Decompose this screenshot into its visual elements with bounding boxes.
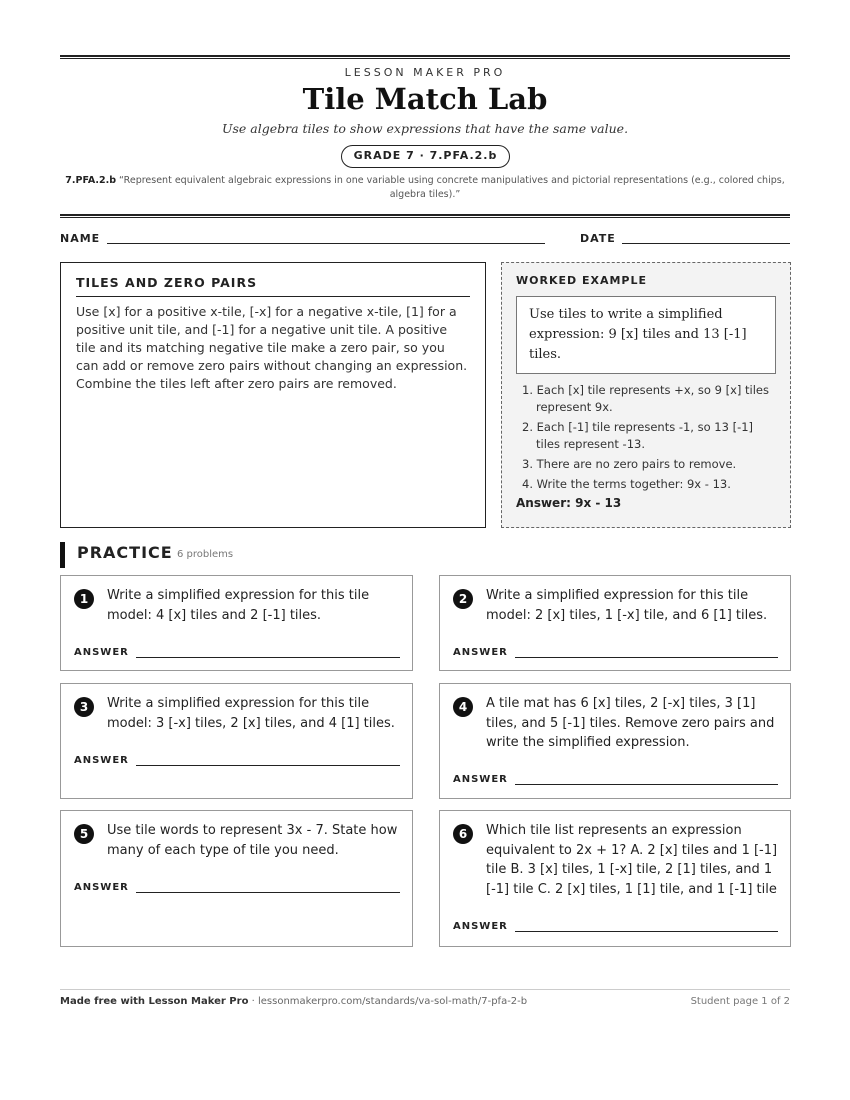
answer-line[interactable] (515, 931, 778, 932)
problem-card-2 (439, 575, 791, 671)
answer-line[interactable] (515, 657, 778, 658)
practice-accent-bar (60, 542, 65, 568)
answer-label: ANSWER (453, 774, 508, 785)
worked-example-step: 2. Each [-1] tile represents -1, so 13 [-1] tiles represent -13. (522, 420, 754, 451)
tiles-box-body: Use [x] for a positive x-tile, [-x] for a negative x-tile, [1] for a positive unit tile, and [-1] for a negative unit tile. A positive tile and its matching negative tile make a zero pair, so you can add or remove zero pairs without changing an expression. Combine the tiles left after zero pairs are removed. (76, 304, 468, 391)
name-label: NAME (60, 232, 101, 245)
footer-credit (60, 996, 527, 1007)
worked-example-steps (516, 382, 776, 493)
student-fields (60, 232, 790, 246)
answer-row (74, 755, 400, 769)
problem-text: Write a simplified expression for this tile model: 3 [-x] tiles, 2 [x] tiles, and 4 [1] tiles. (107, 696, 395, 731)
page-subtitle: Use algebra tiles to show expressions that have the same value. (221, 121, 629, 136)
problem-card-6 (439, 810, 791, 947)
header-top-rule (60, 55, 790, 59)
answer-row (74, 647, 400, 661)
answer-line[interactable] (136, 765, 400, 766)
worked-example-heading: WORKED EXAMPLE (516, 274, 647, 287)
answer-line[interactable] (515, 784, 778, 785)
problem-text: Use tile words to represent 3x - 7. State how many of each type of tile you need. (107, 823, 398, 858)
answer-row (453, 921, 778, 935)
problem-number-badge: 4 (453, 697, 473, 717)
problem-text: A tile mat has 6 [x] tiles, 2 [-x] tiles, 3 [1] tiles, and 5 [-1] tiles. Remove zero pairs and write the simplified expression. (486, 696, 775, 750)
practice-count: 6 problems (177, 549, 234, 560)
footer-made-with: Made free with Lesson Maker Pro (60, 996, 249, 1007)
problem-text: Write a simplified expression for this tile model: 2 [x] tiles, 1 [-x] tile, and 6 [1] tiles. (486, 588, 768, 623)
answer-label: ANSWER (74, 882, 129, 893)
footer-rule (60, 989, 790, 990)
tiles-zero-pairs-box (60, 262, 486, 528)
problem-text: Write a simplified expression for this tile model: 4 [x] tiles and 2 [-1] tiles. (107, 588, 370, 623)
worked-example-prompt: Use tiles to write a simplified expression: 9 [x] tiles and 13 [-1] tiles. (516, 296, 776, 374)
problem-number-badge: 5 (74, 824, 94, 844)
practice-title: PRACTICE (77, 543, 173, 562)
problem-number-badge: 2 (453, 589, 473, 609)
page-title: Tile Match Lab (302, 82, 548, 116)
brand-label: LESSON MAKER PRO (344, 66, 506, 79)
answer-line[interactable] (136, 892, 400, 893)
tiles-box-heading: TILES AND ZERO PAIRS (76, 275, 470, 297)
problem-card-5 (60, 810, 413, 947)
worked-example-box (501, 262, 791, 528)
grade-badge: GRADE 7 · 7.PFA.2.b (341, 145, 510, 168)
answer-row (453, 774, 778, 788)
standard-code: 7.PFA.2.b (65, 175, 117, 186)
worked-example-step: 3. There are no zero pairs to remove. (522, 457, 737, 471)
standard-statement (60, 174, 790, 202)
problem-number-badge: 3 (74, 697, 94, 717)
answer-label: ANSWER (453, 921, 508, 932)
answer-label: ANSWER (74, 647, 129, 658)
worked-example-step: 1. Each [x] tile represents +x, so 9 [x] tiles represent 9x. (522, 383, 769, 414)
answer-row (74, 882, 400, 896)
standard-text: “Represent equivalent algebraic expressions in one variable using concrete manipulatives and pictorial representations (e.g., colored chips, algebra tiles).” (119, 175, 785, 200)
answer-line[interactable] (136, 657, 400, 658)
answer-label: ANSWER (74, 755, 129, 766)
name-field-line[interactable] (107, 243, 545, 244)
date-field-line[interactable] (622, 243, 790, 244)
header-bottom-rule (60, 214, 790, 218)
answer-row (453, 647, 778, 661)
problem-card-4 (439, 683, 791, 799)
footer-url[interactable]: · lessonmakerpro.com/standards/va-sol-math/7-pfa-2-b (248, 996, 528, 1007)
problem-card-3 (60, 683, 413, 799)
problem-card-1 (60, 575, 413, 671)
worked-example-answer: Answer: 9x - 13 (516, 496, 622, 510)
answer-label: ANSWER (453, 647, 508, 658)
date-label: DATE (580, 232, 616, 245)
problem-text: Which tile list represents an expression equivalent to 2x + 1? A. 2 [x] tiles and 1 [-1] tile B. 3 [x] tiles, 1 [-x] tile, 2 [1] tiles, and 1 [-1] tile C. 2 [x] tiles, 1 [1] tile, and 1 [-1] tile (486, 823, 778, 897)
problem-number-badge: 6 (453, 824, 473, 844)
worked-example-step: 4. Write the terms together: 9x - 13. (522, 477, 731, 491)
problem-number-badge: 1 (74, 589, 94, 609)
footer-page-number: Student page 1 of 2 (690, 996, 790, 1007)
